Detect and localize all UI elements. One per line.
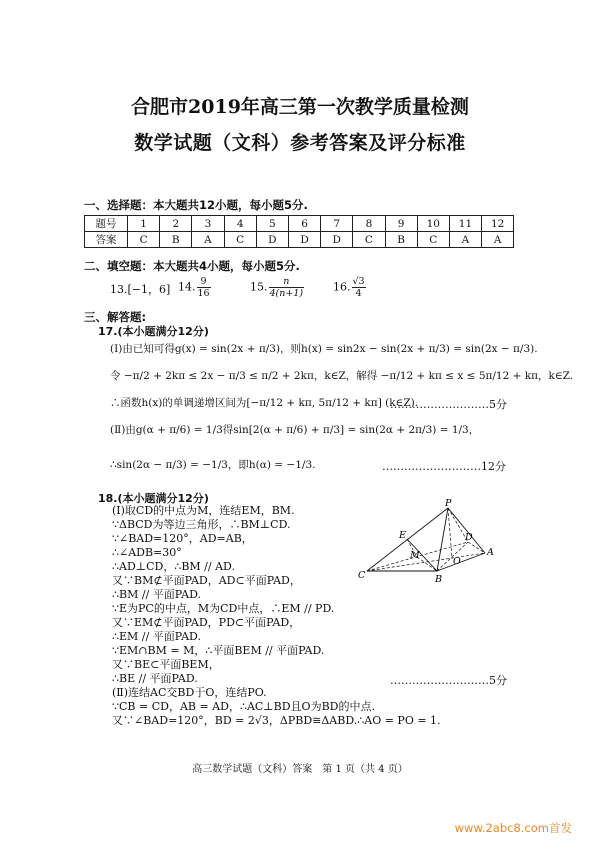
watermark[interactable]: www.2abc8.com首发 — [454, 821, 572, 835]
edge-ca — [367, 553, 485, 571]
table-cell: 9 — [385, 216, 417, 232]
label-d: D — [465, 532, 473, 543]
numerator: 9 — [197, 276, 211, 288]
denominator: 4 — [355, 288, 362, 299]
denominator: 4(n+1) — [269, 288, 304, 299]
table-cell: C — [224, 232, 256, 248]
answer-16-prefix: 16. — [333, 280, 351, 294]
label-o: O — [453, 556, 461, 567]
label-b: B — [435, 574, 442, 585]
q17-line-1: (Ⅰ)由已知可得g(x) = sin(2x + π/3)，则h(x) = sin2x − sin(2x + π/3) = sin(2x − π/3). — [110, 343, 538, 355]
section1-heading: 一、选择题：本大题共12小题，每小题5分. — [84, 198, 308, 212]
table-cell: 3 — [192, 216, 224, 232]
table-cell: 12 — [482, 216, 514, 232]
answer-14 — [178, 276, 212, 299]
q18-line: ∴∠ADB=30° — [112, 546, 182, 559]
table-cell: 10 — [417, 216, 449, 232]
table-cell: B — [385, 232, 417, 248]
page-title: 合肥市2019年高三第一次教学质量检测 — [131, 96, 469, 118]
label-p: P — [445, 498, 452, 509]
q18-line: 又∵∠BAD=120°，BD = 2√3，ΔPBD≅ΔABD.∴AO = PO = 1. — [112, 714, 441, 727]
answer-16-fraction — [352, 276, 366, 299]
q18-line: 又∵EM⊄平面PAD，PD⊂平面PAD， — [112, 616, 301, 629]
answer-15-prefix: 15. — [250, 280, 268, 294]
table-cell: C — [417, 232, 449, 248]
table-cell: 8 — [353, 216, 385, 232]
answer-14-fraction — [197, 276, 211, 299]
q17-line-4: (Ⅱ)由g(α + π/6) = 1/3得sin[2(α + π/6) + π/3] = sin(2α + 2π/3) = 1/3， — [110, 424, 480, 436]
q17-line-2: 令 −π/2 + 2kπ ≤ 2x − π/3 ≤ π/2 + 2kπ，k∈Z，解得 −π/12 + kπ ≤ x ≤ 5π/12 + kπ，k∈Z. — [110, 370, 574, 382]
page-subtitle: 数学试题（文科）参考答案及评分标准 — [134, 132, 466, 154]
q17-line-5: ∴sin(2α − π/3) = −1/3，即h(α) = −1/3. — [110, 459, 316, 471]
table-cell: 11 — [449, 216, 481, 232]
edge-mb — [417, 557, 437, 571]
table-cell: 题号 — [85, 216, 128, 232]
table-cell: 1 — [128, 216, 160, 232]
denominator: 16 — [197, 288, 210, 299]
q17-title: 17.(本小题满分12分) — [98, 325, 209, 338]
table-cell: 2 — [160, 216, 192, 232]
table-cell: 5 — [256, 216, 288, 232]
q17-score-5: ………………………5分 — [390, 398, 507, 411]
numerator: n — [269, 276, 305, 288]
pyramid-figure — [355, 498, 505, 588]
q17-line-3: ∴函数h(x)的单调递增区间为[−π/12 + kπ, 5π/12 + kπ] (k∈Z). — [110, 397, 419, 409]
answer-14-prefix: 14. — [178, 280, 196, 294]
q18-line: (Ⅱ)连结AC交BD于O，连结PO. — [112, 686, 267, 699]
answer-16 — [333, 276, 367, 299]
q17-score-12: ………………………12分 — [382, 460, 506, 473]
edge-ba — [437, 553, 485, 571]
edge-pb — [437, 508, 448, 571]
q18-line: ∴BM // 平面PAD. — [112, 588, 202, 601]
section2-heading: 二、填空题：本大题共4小题，每小题5分. — [84, 259, 300, 273]
table-cell: D — [321, 232, 353, 248]
label-e: E — [399, 530, 406, 541]
q18-line: ∵∠BAD=120°，AD=AB， — [112, 532, 253, 545]
table-row — [85, 216, 514, 232]
q18-line: ∵CB = CD，AB = AD，∴AC⊥BD且O为BD的中点. — [112, 700, 375, 713]
q18-line: ∵ΔBCD为等边三角形，∴BM⊥CD. — [112, 518, 291, 531]
answer-15 — [250, 276, 305, 299]
table-cell: B — [160, 232, 192, 248]
q18-line: 又∵BE⊂平面BEM， — [112, 658, 220, 671]
answer-15-fraction — [269, 276, 305, 299]
section3-heading: 三、解答题: — [84, 310, 147, 324]
q18-line: ∴BE // 平面PAD. — [112, 672, 198, 685]
table-cell: D — [288, 232, 320, 248]
table-cell: 4 — [224, 216, 256, 232]
q18-line: 又∵BM⊄平面PAD，AD⊂平面PAD， — [112, 574, 301, 587]
table-cell: A — [482, 232, 514, 248]
table-cell: A — [449, 232, 481, 248]
page-footer: 高三数学试题（文科）答案 第 1 页（共 4 页） — [192, 764, 408, 775]
edge-da — [468, 542, 485, 553]
table-cell: 答案 — [85, 232, 128, 248]
table-cell: C — [353, 232, 385, 248]
q18-line: ∵EM∩BM = M，∴平面BEM // 平面PAD. — [112, 644, 325, 657]
table-row — [85, 232, 514, 248]
q18-title: 18.(本小题满分12分) — [98, 492, 209, 505]
answer-table — [84, 215, 514, 248]
table-cell: C — [128, 232, 160, 248]
q18-line: ∴AD⊥CD，∴BM // AD. — [112, 560, 235, 573]
q18-line: (Ⅰ)取CD的中点为M，连结EM，BM. — [112, 504, 295, 517]
answer-13: 13.[−1，6] — [110, 283, 171, 296]
label-a: A — [487, 547, 494, 558]
table-cell: 7 — [321, 216, 353, 232]
label-c: C — [358, 570, 366, 581]
numerator: √3 — [352, 276, 365, 287]
q18-score-5: ………………………5分 — [390, 674, 507, 687]
q18-line: ∴EM // 平面PAD. — [112, 630, 201, 643]
q18-line: ∵E为PC的中点，M为CD中点，∴EM // PD. — [112, 602, 335, 615]
table-cell: A — [192, 232, 224, 248]
table-cell: 6 — [288, 216, 320, 232]
edge-po — [448, 508, 452, 558]
table-cell: D — [256, 232, 288, 248]
label-m: M — [410, 550, 420, 561]
